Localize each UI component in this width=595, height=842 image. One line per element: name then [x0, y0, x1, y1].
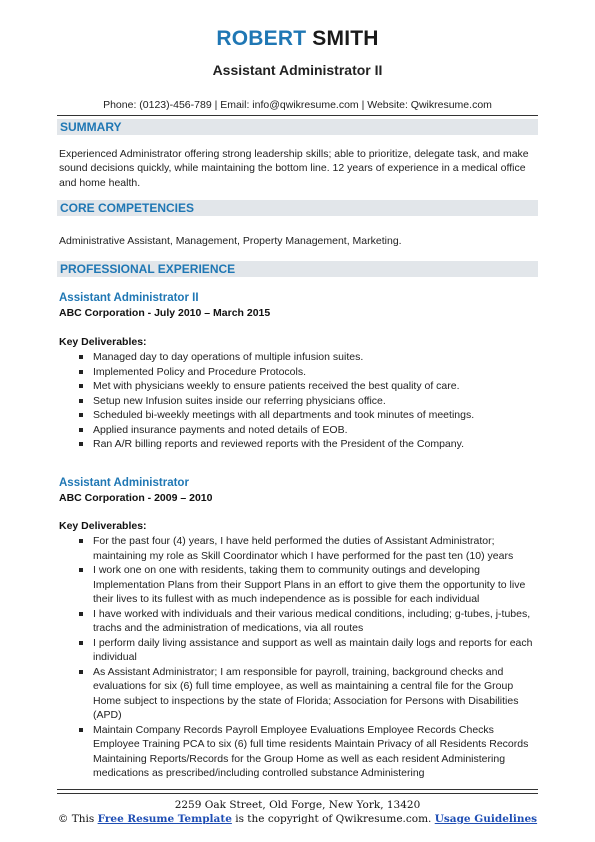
list-item: Setup new Infusion suites inside our referring physicians office.: [78, 394, 538, 409]
job-company-dates: ABC Corporation - 2009 – 2010: [59, 492, 213, 504]
list-item: For the past four (4) years, I have held performed the duties of Assistant Administrator; maintaining my role as Skill Coordinator which I have performed for the past ten (10) years: [78, 534, 538, 563]
candidate-name: [0, 27, 595, 51]
footer-copyright: [0, 813, 595, 825]
job-company-dates: ABC Corporation - July 2010 – March 2015: [59, 307, 271, 319]
experience-heading: PROFESSIONAL EXPERIENCE: [57, 261, 538, 277]
list-item: Met with physicians weekly to ensure patients received the best quality of care.: [78, 379, 538, 394]
job-title: Assistant Administrator: [59, 477, 189, 489]
list-item: Scheduled bi-weekly meetings with all departments and took minutes of meetings.: [78, 408, 538, 423]
contact-line: Phone: (0123)-456-789 | Email: info@qwikresume.com | Website: Qwikresume.com: [103, 99, 492, 111]
first-name: ROBERT: [216, 27, 307, 50]
key-deliverables-label: Key Deliverables:: [59, 520, 147, 532]
footer-address: 2259 Oak Street, Old Forge, New York, 13420: [174, 799, 421, 811]
free-resume-template-link[interactable]: Free Resume Template: [97, 813, 232, 825]
footer-divider-thin: [57, 793, 538, 794]
copyright-prefix: © This: [57, 813, 95, 825]
list-item: Maintain Company Records Payroll Employee Evaluations Employee Records Checks Employee Training PCA to six (6) full time residents Maintain Privacy of all Residents Records Maintaining Reports/Records for the Group Home as well as each resident Administering medications as prescribed/including controlled substance Administering: [78, 723, 538, 781]
key-deliverables-label: Key Deliverables:: [59, 336, 147, 348]
list-item: I perform daily living assistance and support as well as maintain daily logs and reports for each individual: [78, 636, 538, 665]
list-item: As Assistant Administrator; I am responsible for payroll, training, background checks and evaluations for six (6) full time employee, as well as maintaining a central file for the Group Home subject to inspections by the state of Florida; Association for Persons with Disabilities (APD): [78, 665, 538, 723]
job-1-bullet-list: [78, 350, 538, 452]
summary-heading: SUMMARY: [57, 119, 538, 135]
header-divider: [57, 115, 538, 116]
list-item: Managed day to day operations of multiple infusion suites.: [78, 350, 538, 365]
usage-guidelines-link[interactable]: Usage Guidelines: [434, 813, 538, 825]
competencies-heading: CORE COMPETENCIES: [57, 200, 538, 216]
headline-title: Assistant Administrator II: [212, 62, 383, 78]
list-item: Applied insurance payments and noted details of EOB.: [78, 423, 538, 438]
footer-divider: [57, 789, 538, 790]
competencies-text: Administrative Assistant, Management, Property Management, Marketing.: [59, 235, 402, 247]
copyright-middle: is the copyright of Qwikresume.com.: [235, 813, 432, 825]
list-item: I work one on one with residents, taking them to community outings and developing Implementation Plans from their Support Plans in an effort to give them the opportunity to live their lives to its fullest with as much independence as is possible for each individual: [78, 563, 538, 607]
list-item: I have worked with individuals and their various medical conditions, including; g-tubes, j-tubes, trachs and the administration of medications, via all routes: [78, 607, 538, 636]
last-name: SMITH: [312, 27, 379, 50]
job-title: Assistant Administrator II: [59, 292, 199, 304]
summary-text: Experienced Administrator offering strong leadership skills; able to prioritize, delegate task, and make sound decisions quickly, while maintaining the bottom line. 12 years of experience in a medical office and home health.: [59, 148, 529, 189]
list-item: Ran A/R billing reports and reviewed reports with the President of the Company.: [78, 437, 538, 452]
job-2-bullet-list: [78, 534, 538, 781]
list-item: Implemented Policy and Procedure Protocols.: [78, 365, 538, 380]
